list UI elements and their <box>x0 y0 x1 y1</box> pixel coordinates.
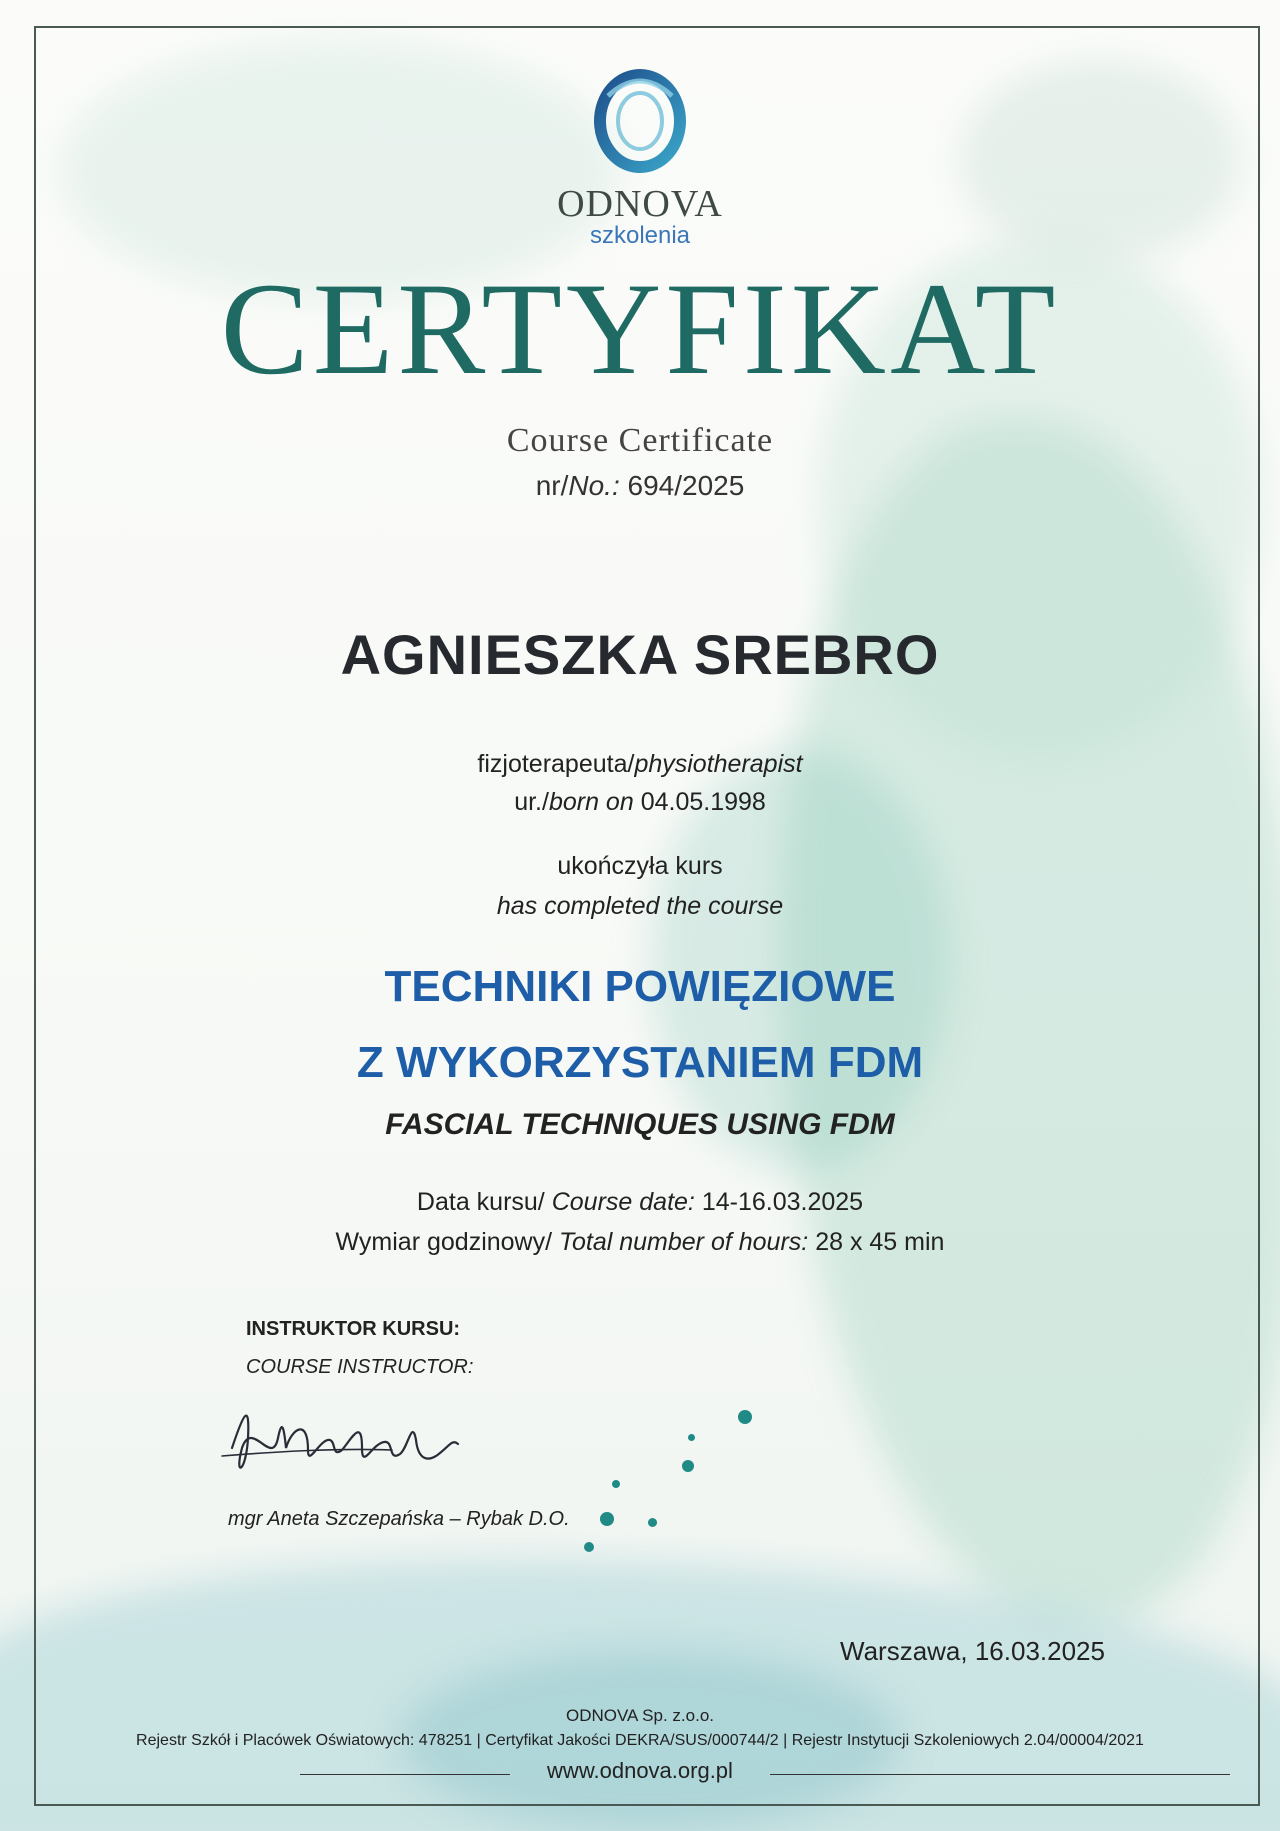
course-title-en: FASCIAL TECHNIQUES USING FDM <box>385 1108 895 1141</box>
signature-icon <box>212 1378 472 1498</box>
ink-dot <box>682 1460 694 1472</box>
issue-place-date: Warszawa, 16.03.2025 <box>840 1636 1105 1666</box>
footer-website-link[interactable]: www.odnova.org.pl <box>547 1758 733 1783</box>
number-value: 694/2025 <box>627 470 745 501</box>
ink-dot <box>600 1512 614 1526</box>
date-label-en: Course date: <box>551 1188 695 1216</box>
number-label-en: No.: <box>568 470 620 501</box>
profession-en: physiotherapist <box>634 750 803 778</box>
completed-en: has completed the course <box>496 892 784 920</box>
footer-registry: Rejestr Szkół i Placówek Oświatowych: 478251 | Certyfikat Jakości DEKRA/SUS/000744/2 | Rejestr Instytucji Szkoleniowych 2.04/00004/2021 <box>136 1732 1144 1749</box>
footer-company: ODNOVA Sp. z.o.o. <box>565 1706 715 1725</box>
instructor-name: mgr Aneta Szczepańska – Rybak D.O. <box>228 1508 570 1530</box>
born-en: born on <box>548 788 634 816</box>
certificate-number <box>0 470 1280 502</box>
certificate-subtitle: Course Certificate <box>506 422 774 459</box>
born-pl: ur./ <box>514 788 549 816</box>
course-hours <box>0 1228 1280 1257</box>
date-value: 14-16.03.2025 <box>701 1188 864 1216</box>
recipient-name: AGNIESZKA SREBRO <box>340 623 940 686</box>
ink-dot <box>584 1542 594 1552</box>
hours-label-pl: Wymiar godzinowy/ <box>335 1228 553 1256</box>
instructor-label-en: COURSE INSTRUCTOR: <box>246 1356 474 1378</box>
completed-pl: ukończyła kurs <box>557 852 723 880</box>
ink-dot <box>648 1518 657 1527</box>
recipient-profession <box>0 750 1280 779</box>
brand-subtitle: szkolenia <box>589 222 691 249</box>
ink-dot <box>738 1410 752 1424</box>
course-title-line2: Z WYKORZYSTANIEM FDM <box>356 1038 924 1087</box>
hours-label-en: Total number of hours: <box>559 1228 809 1256</box>
ink-dot <box>688 1434 695 1441</box>
date-label-pl: Data kursu/ <box>416 1188 545 1216</box>
number-prefix: nr/ <box>535 470 569 501</box>
brand-name: ODNOVA <box>557 183 723 225</box>
ink-dot <box>612 1480 620 1488</box>
profession-pl: fizjoterapeuta/ <box>477 750 635 778</box>
course-title-line1: TECHNIKI POWIĘZIOWE <box>384 962 896 1011</box>
hours-value: 28 x 45 min <box>815 1228 945 1256</box>
odnova-logo-icon <box>590 66 690 176</box>
course-dates <box>0 1188 1280 1217</box>
recipient-birth <box>0 788 1280 817</box>
instructor-label-pl: INSTRUKTOR KURSU: <box>246 1318 461 1340</box>
certificate-title: CERTYFIKAT <box>220 255 1060 402</box>
born-date: 04.05.1998 <box>640 788 766 816</box>
